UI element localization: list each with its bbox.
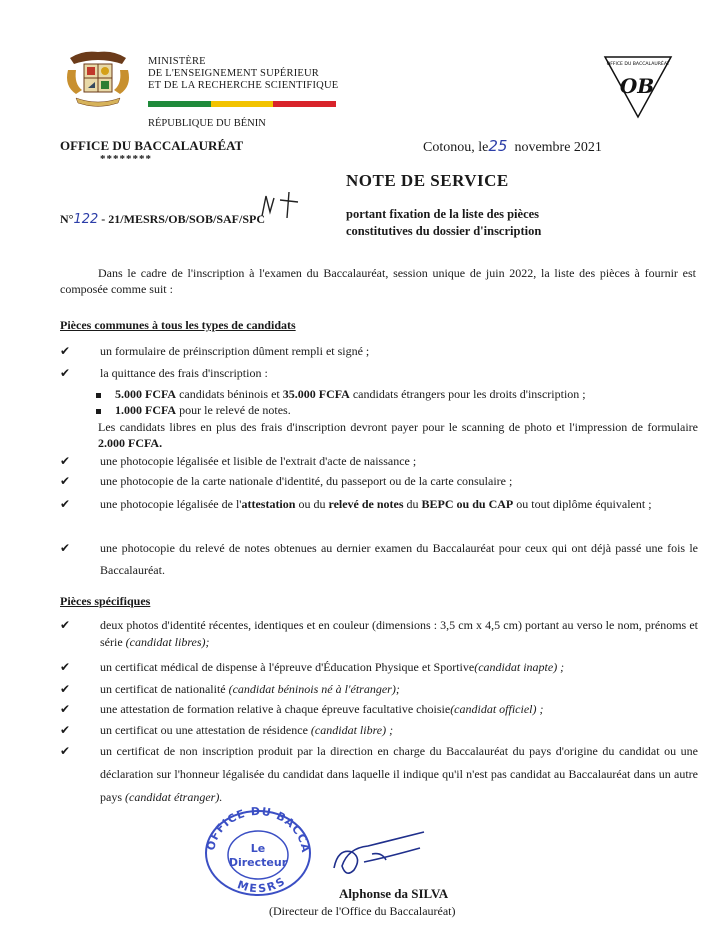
date-prefix: Cotonou, le <box>423 140 489 155</box>
national-flag-bar <box>148 101 336 107</box>
text-run-bold: relevé de notes <box>328 497 404 511</box>
fee-text: candidats béninois et <box>179 387 280 401</box>
list-item-text <box>100 656 698 678</box>
square-bullet-icon <box>96 409 101 414</box>
office-name: OFFICE DU BACCALAURÉAT <box>60 138 244 153</box>
fee-bullet <box>96 402 291 418</box>
check-icon: ✔ <box>60 682 71 696</box>
text-run: une attestation de formation relative à chaque épreuve facultative choisie <box>100 702 451 716</box>
stamp-ring-text: OFFICE DU BACCA <box>204 805 313 855</box>
check-icon: ✔ <box>60 744 71 758</box>
text-run-bold: BEPC ou du CAP <box>421 497 514 511</box>
candidate-type-note: (candidat libres); <box>125 635 210 649</box>
check-icon: ✔ <box>60 474 71 488</box>
text-run: ou du <box>298 497 326 511</box>
check-icon: ✔ <box>60 541 71 555</box>
section-heading-specific: Pièces spécifiques <box>60 594 151 608</box>
date-suffix: novembre 2021 <box>514 140 602 155</box>
note-text: Les candidats libres en plus des frais d'inscription devront payer pour le scanning de photo et l'impression de formulaire <box>98 420 698 434</box>
text-run: un certificat de nationalité <box>100 682 226 696</box>
check-icon: ✔ <box>60 702 71 716</box>
reference-prefix: N° <box>60 212 74 226</box>
ministry-line: ET DE LA RECHERCHE SCIENTIFIQUE <box>148 80 339 91</box>
candidate-type-note: (candidat officiel) ; <box>450 702 544 716</box>
handwritten-signature <box>324 818 434 893</box>
benin-coat-of-arms <box>62 48 134 115</box>
reference-suffix: - 21/MESRS/OB/SOB/SAF/SPC <box>101 212 265 226</box>
list-item-text: une photocopie de la carte nationale d'identité, du passeport ou de la carte consulaire ; <box>100 474 513 488</box>
list-item-text: la quittance des frais d'inscription : <box>100 366 268 380</box>
stamp-center-line: Directeur <box>228 856 288 869</box>
subject-line: constitutives du dossier d'inscription <box>346 224 542 238</box>
check-icon: ✔ <box>60 366 71 380</box>
check-icon: ✔ <box>60 454 71 468</box>
text-run: un certificat médical de dispense à l'épreuve d'Éducation Physique et Sportive <box>100 660 475 674</box>
text-run: une photocopie légalisée de l' <box>100 497 242 511</box>
list-item-text <box>100 493 698 515</box>
list-item-text: une photocopie du relevé de notes obtenues au dernier examen du Baccalauréat pour ceux qui ont déjà passé une fois le Baccalauréat. <box>100 541 698 577</box>
reference-number-handwritten: 122 <box>73 212 99 227</box>
fee-amount: 1.000 FCFA <box>115 403 177 417</box>
list-item-text: un formulaire de préinscription dûment rempli et signé ; <box>100 344 370 358</box>
fee-amount: 5.000 FCFA <box>115 387 177 401</box>
signatory-role: (Directeur de l'Office du Baccalauréat) <box>269 904 456 918</box>
office-stamp <box>202 805 314 902</box>
date-day-handwritten: 25 <box>488 137 508 155</box>
fee-bullet <box>96 386 586 402</box>
fee-text: candidats étrangers pour les droits d'inscription ; <box>352 387 586 401</box>
text-run-bold: attestation <box>241 497 296 511</box>
fee-text: pour le relevé de notes. <box>179 403 291 417</box>
fee-amount: 35.000 FCFA <box>282 387 350 401</box>
flag-stripe-green <box>148 101 211 107</box>
square-bullet-icon <box>96 393 101 398</box>
candidate-type-note: (candidat libre) ; <box>310 723 394 737</box>
flag-stripe-yellow <box>211 101 274 107</box>
list-item-text <box>100 719 698 741</box>
text-run: deux photos d'identité récentes, identiques et en couleur (dimensions : 3,5 cm x 4,5 cm) portant au verso le nom, prénoms et série <box>100 618 698 649</box>
ministry-line: MINISTÈRE <box>148 56 206 67</box>
svg-text:MESRS <box>236 874 289 895</box>
text-run: un certificat de non inscription produit par la direction en charge du Baccalauréat du pays d'origine du candidat ou une déclaration sur l'honneur légalisée du candidat dans laquelle il indique qu'il n'est pas candidat au Baccalauréat dans un autre pays <box>100 744 698 804</box>
document-date <box>423 137 602 156</box>
ministry-line: DE L'ENSEIGNEMENT SUPÉRIEUR <box>148 68 320 79</box>
stars-separator: ******** <box>100 153 152 165</box>
text-run: un certificat ou une attestation de résidence <box>100 723 308 737</box>
document-subject <box>346 206 541 240</box>
note-amount: 2.000 FCFA. <box>98 436 163 450</box>
list-item-text <box>100 678 698 700</box>
republic-name: RÉPUBLIQUE DU BÉNIN <box>148 118 266 129</box>
check-icon: ✔ <box>60 344 71 358</box>
flag-stripe-red <box>273 101 336 107</box>
subject-line: portant fixation de la liste des pièces <box>346 207 540 221</box>
section-heading-common: Pièces communes à tous les types de candidats <box>60 318 296 332</box>
text-run: du <box>406 497 419 511</box>
check-icon: ✔ <box>60 723 71 737</box>
list-item-text <box>100 740 698 809</box>
candidate-type-note: (candidat béninois né à l'étranger); <box>228 682 400 696</box>
candidate-type-note: (candidat inapte) ; <box>474 660 565 674</box>
ministry-name <box>148 56 338 92</box>
handwritten-annotation <box>258 190 308 225</box>
stamp-center-line: Le <box>250 842 266 855</box>
list-item-text: une photocopie légalisée et lisible de l'extrait d'acte de naissance ; <box>100 454 417 468</box>
stamp-ring-bottom: MESRS <box>235 874 289 896</box>
check-icon: ✔ <box>60 497 71 511</box>
signatory-name: Alphonse da SILVA <box>339 886 449 901</box>
check-icon: ✔ <box>60 660 71 674</box>
logo-monogram: OB <box>619 74 655 98</box>
candidate-type-note: (candidat étranger). <box>125 790 223 804</box>
reference-number <box>60 212 265 227</box>
office-logo <box>603 55 673 124</box>
list-item-text <box>100 617 698 651</box>
list-item-text <box>100 698 698 720</box>
text-run: ou tout diplôme équivalent ; <box>516 497 652 511</box>
document-title: NOTE DE SERVICE <box>346 171 509 190</box>
intro-paragraph: Dans le cadre de l'inscription à l'examen du Baccalauréat, session unique de juin 2022, la liste des pièces à fournir est composée comme suit : <box>60 266 696 296</box>
check-icon: ✔ <box>60 618 71 632</box>
logo-caption: OFFICE DU BACCALAURÉAT <box>606 62 670 67</box>
free-candidate-note <box>98 419 698 451</box>
